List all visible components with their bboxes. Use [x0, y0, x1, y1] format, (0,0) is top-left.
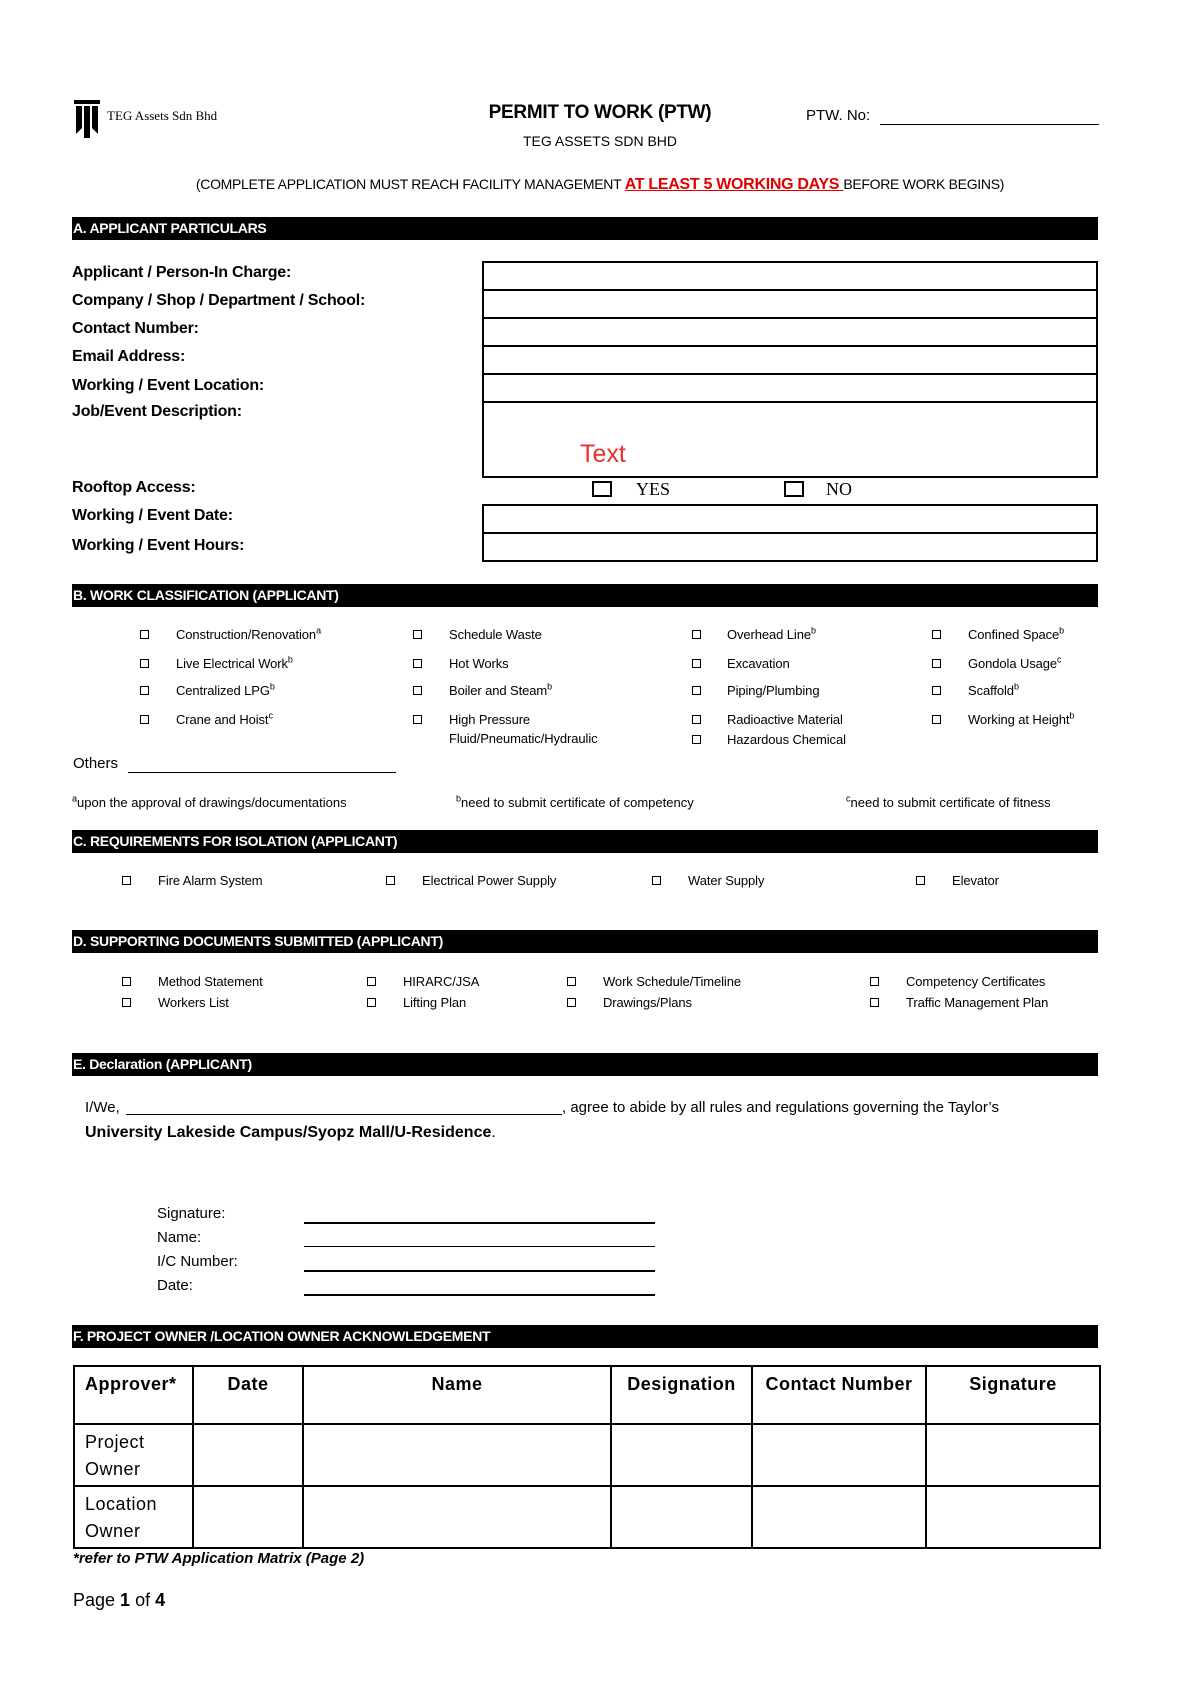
- signature-label: Signature:: [157, 1205, 226, 1222]
- description-value: Text: [580, 440, 626, 468]
- hours-field[interactable]: [482, 532, 1098, 562]
- page-number: Page 1 of 4: [73, 1590, 166, 1610]
- applicant-label: Applicant / Person-In Charge:: [72, 264, 292, 281]
- name-field[interactable]: [304, 1246, 655, 1247]
- row-label-location-owner: Location Owner: [74, 1486, 193, 1548]
- description-field[interactable]: [482, 401, 1098, 478]
- table-footnote: *refer to PTW Application Matrix (Page 2): [73, 1550, 365, 1567]
- option-method-statement: Method Statement: [158, 974, 263, 989]
- checkbox-schedule-waste[interactable]: [413, 630, 422, 639]
- rooftop-no-checkbox[interactable]: [784, 481, 804, 497]
- contact-label: Contact Number:: [72, 320, 199, 337]
- description-label: Job/Event Description:: [72, 403, 242, 420]
- option-hirarc: HIRARC/JSA: [403, 974, 480, 989]
- project-owner-contact-cell[interactable]: [752, 1424, 926, 1486]
- contact-field[interactable]: [482, 317, 1098, 347]
- ic-number-field[interactable]: [304, 1270, 655, 1272]
- option-piping: Piping/Plumbing: [727, 683, 820, 698]
- company-field[interactable]: [482, 289, 1098, 319]
- option-electrical-power: Electrical Power Supply: [422, 873, 557, 888]
- option-drawings: Drawings/Plans: [603, 995, 692, 1010]
- logo-text: TEG Assets Sdn Bhd: [107, 108, 218, 123]
- note-c: $^c$need to submit certificate of fitness: [846, 793, 1051, 810]
- declaration-iwe: I/We,: [85, 1099, 120, 1116]
- applicant-field[interactable]: [482, 261, 1098, 291]
- location-owner-designation-cell[interactable]: [611, 1486, 752, 1548]
- option-working-height: Working at Height$^b$: [968, 710, 1075, 727]
- name-label: Name:: [157, 1229, 202, 1246]
- header-approver: Approver*: [74, 1366, 193, 1424]
- checkbox-excavation[interactable]: [692, 659, 701, 668]
- checkbox-overhead-line[interactable]: [692, 630, 701, 639]
- header-contact-number: Contact Number: [752, 1366, 926, 1424]
- project-owner-name-cell[interactable]: [303, 1424, 611, 1486]
- option-radioactive: Radioactive Material: [727, 712, 843, 727]
- option-hot-works: Hot Works: [449, 656, 509, 671]
- checkbox-electrical-power[interactable]: [386, 876, 395, 885]
- option-overhead-line: Overhead Line$^b$: [727, 625, 816, 642]
- notice: (COMPLETE APPLICATION MUST REACH FACILITY MANAGEMENT AT LEAST 5 WORKING DAYS BEFORE WORK BEGINS): [195, 176, 1005, 193]
- section-f-header: F. PROJECT OWNER /LOCATION OWNER ACKNOWLEDGEMENT: [72, 1325, 1098, 1348]
- option-confined-space: Confined Space$^b$: [968, 625, 1065, 642]
- option-lpg: Centralized LPG$^b$: [176, 681, 275, 698]
- checkbox-work-schedule[interactable]: [567, 977, 576, 986]
- project-owner-designation-cell[interactable]: [611, 1424, 752, 1486]
- option-high-pressure-line2: Fluid/Pneumatic/Hydraulic: [449, 731, 598, 746]
- table-row: [74, 1424, 1100, 1486]
- checkbox-confined-space[interactable]: [932, 630, 941, 639]
- option-workers-list: Workers List: [158, 995, 229, 1010]
- option-work-schedule: Work Schedule/Timeline: [603, 974, 741, 989]
- rooftop-label: Rooftop Access:: [72, 479, 196, 496]
- date-field[interactable]: [482, 504, 1098, 534]
- checkbox-working-height[interactable]: [932, 715, 941, 724]
- header-designation: Designation: [611, 1366, 752, 1424]
- location-owner-signature-cell[interactable]: [926, 1486, 1100, 1548]
- checkbox-water-supply[interactable]: [652, 876, 661, 885]
- section-b-header: B. WORK CLASSIFICATION (APPLICANT): [72, 584, 1098, 607]
- rooftop-yes-checkbox[interactable]: [592, 481, 612, 497]
- rooftop-yes-label: YES: [636, 479, 671, 499]
- others-label: Others: [73, 755, 119, 772]
- note-b: $^b$need to submit certificate of competency: [456, 793, 694, 810]
- option-competency: Competency Certificates: [906, 974, 1046, 989]
- header-date: Date: [193, 1366, 303, 1424]
- hours-label: Working / Event Hours:: [72, 537, 245, 554]
- checkbox-hot-works[interactable]: [413, 659, 422, 668]
- checkbox-traffic-plan[interactable]: [870, 998, 879, 1007]
- project-owner-signature-cell[interactable]: [926, 1424, 1100, 1486]
- location-label: Working / Event Location:: [72, 377, 265, 394]
- declaration-name-field[interactable]: [126, 1114, 562, 1115]
- declaration-agree: , agree to abide by all rules and regulations governing the Taylor’s: [562, 1099, 999, 1116]
- checkbox-scaffold[interactable]: [932, 686, 941, 695]
- decl-date-field[interactable]: [304, 1294, 655, 1296]
- checkbox-high-pressure[interactable]: [413, 715, 422, 724]
- row-label-project-owner: Project Owner: [74, 1424, 193, 1486]
- date-label: Working / Event Date:: [72, 507, 233, 524]
- section-d-header: D. SUPPORTING DOCUMENTS SUBMITTED (APPLICANT): [72, 930, 1098, 953]
- option-lifting-plan: Lifting Plan: [403, 995, 467, 1010]
- option-boiler: Boiler and Steam$^b$: [449, 681, 553, 698]
- option-crane: Crane and Hoist$^c$: [176, 710, 273, 727]
- option-construction: Construction/Renovation$^a$: [176, 625, 321, 642]
- checkbox-workers-list[interactable]: [122, 998, 131, 1007]
- option-gondola: Gondola Usage$^c$: [968, 654, 1062, 671]
- declaration-campus: University Lakeside Campus/Syopz Mall/U-Residence.: [85, 1124, 496, 1141]
- signature-field[interactable]: [304, 1222, 655, 1224]
- checkbox-competency[interactable]: [870, 977, 879, 986]
- option-water-supply: Water Supply: [688, 873, 765, 888]
- option-high-pressure: High Pressure: [449, 712, 531, 727]
- checkbox-elevator[interactable]: [916, 876, 925, 885]
- checkbox-construction[interactable]: [140, 630, 149, 639]
- page-subtitle: TEG ASSETS SDN BHD: [522, 133, 678, 149]
- decl-date-label: Date:: [157, 1277, 193, 1294]
- page-title: PERMIT TO WORK (PTW): [488, 102, 712, 123]
- checkbox-fire-alarm[interactable]: [122, 876, 131, 885]
- option-scaffold: Scaffold$^b$: [968, 681, 1019, 698]
- checkbox-hirarc[interactable]: [367, 977, 376, 986]
- section-c-header: C. REQUIREMENTS FOR ISOLATION (APPLICANT): [72, 830, 1098, 853]
- checkbox-gondola[interactable]: [932, 659, 941, 668]
- section-a-header: A. APPLICANT PARTICULARS: [72, 217, 1098, 240]
- header-name: Name: [303, 1366, 611, 1424]
- checkbox-method-statement[interactable]: [122, 977, 131, 986]
- ptw-no-label: PTW. No:: [806, 107, 871, 124]
- option-elevator: Elevator: [952, 873, 999, 888]
- option-excavation: Excavation: [727, 656, 790, 671]
- section-e-header: E. Declaration (APPLICANT): [72, 1053, 1098, 1076]
- location-owner-name-cell[interactable]: [303, 1486, 611, 1548]
- location-owner-contact-cell[interactable]: [752, 1486, 926, 1548]
- checkbox-crane[interactable]: [140, 715, 149, 724]
- header-signature: Signature: [926, 1366, 1100, 1424]
- note-a: $^a$upon the approval of drawings/documentations: [72, 793, 347, 810]
- email-label: Email Address:: [72, 348, 186, 365]
- email-field[interactable]: [482, 345, 1098, 375]
- location-owner-date-cell[interactable]: [193, 1486, 303, 1548]
- location-field[interactable]: [482, 373, 1098, 403]
- option-schedule-waste: Schedule Waste: [449, 627, 542, 642]
- others-field[interactable]: [128, 772, 396, 773]
- ptw-no-field[interactable]: [880, 124, 1099, 125]
- table-row: [74, 1486, 1100, 1548]
- approver-table: [73, 1365, 1101, 1549]
- option-traffic-plan: Traffic Management Plan: [906, 995, 1049, 1010]
- checkbox-boiler[interactable]: [413, 686, 422, 695]
- checkbox-hazardous[interactable]: [692, 735, 701, 744]
- company-label: Company / Shop / Department / School:: [72, 292, 366, 309]
- option-hazardous: Hazardous Chemical: [727, 732, 846, 747]
- checkbox-lifting-plan[interactable]: [367, 998, 376, 1007]
- option-live-electrical: Live Electrical Work$^b$: [176, 654, 293, 671]
- project-owner-date-cell[interactable]: [193, 1424, 303, 1486]
- checkbox-lpg[interactable]: [140, 686, 149, 695]
- table-header-row: [74, 1366, 1100, 1424]
- checkbox-live-electrical[interactable]: [140, 659, 149, 668]
- rooftop-no-label: NO: [826, 479, 852, 499]
- ic-number-label: I/C Number:: [157, 1253, 238, 1270]
- checkbox-piping[interactable]: [692, 686, 701, 695]
- checkbox-drawings[interactable]: [567, 998, 576, 1007]
- checkbox-radioactive[interactable]: [692, 715, 701, 724]
- notice-emphasis: AT LEAST 5 WORKING DAYS: [624, 176, 844, 193]
- option-fire-alarm: Fire Alarm System: [158, 873, 263, 888]
